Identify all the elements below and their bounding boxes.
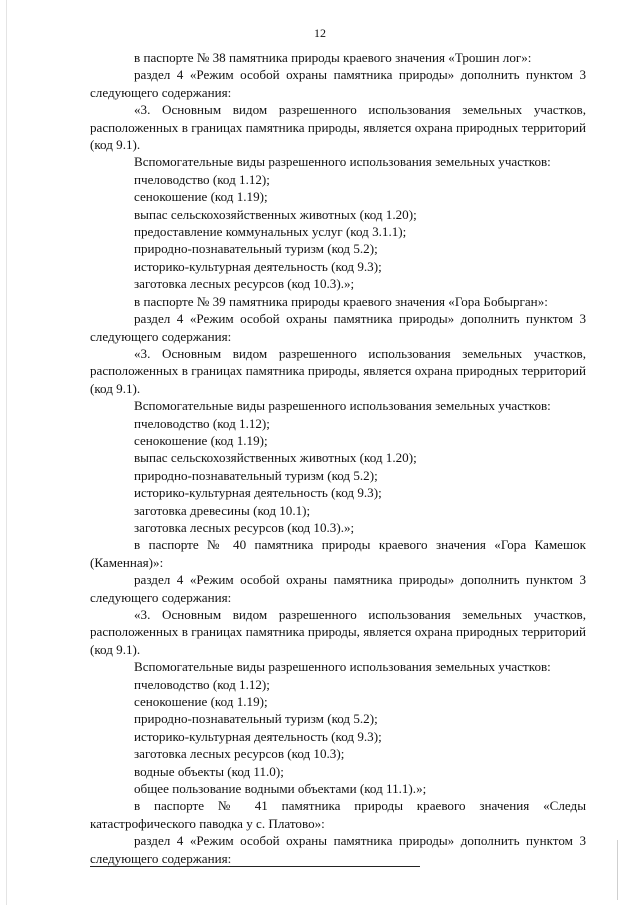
list-item: заготовка лесных ресурсов (код 10.3); — [134, 746, 345, 762]
paragraph: Вспомогательные виды разрешенного использования земельных участков: — [134, 659, 551, 675]
list-item: предоставление коммунальных услуг (код 3.1.1); — [134, 224, 407, 240]
paragraph: в паспорте № 38 памятника природы краевого значения «Трошин лог»: — [134, 50, 532, 65]
list-item: водные объекты (код 11.0); — [134, 763, 284, 779]
page-bottom-rule — [90, 866, 420, 867]
page-number: 12 — [314, 26, 326, 40]
list-item: природно-познавательный туризм (код 5.2); — [134, 711, 378, 727]
list-item: пчеловодство (код 1.12); — [134, 415, 270, 431]
list-item: заготовка лесных ресурсов (код 10.3).»; — [134, 519, 355, 535]
paragraph: Вспомогательные виды разрешенного использования земельных участков: — [134, 398, 551, 414]
paragraph: в паспорте № 40 памятника природы краевого значения «Гора Камешок (Каменная)»: — [90, 537, 586, 570]
list-item: сенокошение (код 1.19); — [134, 189, 268, 205]
paragraph: «3. Основным видом разрешенного использования земельных участков, расположенных в границах памятника природы, является охрана природных территорий (код 9.1). — [90, 607, 586, 657]
list-item: природно-познавательный туризм (код 5.2); — [134, 241, 378, 257]
paragraph: раздел 4 «Режим особой охраны памятника природы» дополнить пунктом 3 следующего содержания: — [90, 311, 586, 344]
paragraph: раздел 4 «Режим особой охраны памятника природы» дополнить пунктом 3 следующего содержания: — [90, 572, 586, 605]
list-item: пчеловодство (код 1.12); — [134, 171, 270, 187]
list-item: заготовка лесных ресурсов (код 10.3).»; — [134, 276, 355, 292]
list-item: природно-познавательный туризм (код 5.2); — [134, 467, 378, 483]
scan-edge-left — [6, 0, 7, 905]
paragraph: раздел 4 «Режим особой охраны памятника природы» дополнить пунктом 3 следующего содержания: — [90, 67, 586, 100]
list-item: заготовка древесины (код 10.1); — [134, 502, 311, 518]
paragraph: в паспорте № 39 памятника природы краевого значения «Гора Бобырган»: — [134, 293, 548, 309]
list-item: сенокошение (код 1.19); — [134, 432, 268, 448]
paragraph: раздел 4 «Режим особой охраны памятника природы» дополнить пунктом 3 следующего содержания: — [90, 833, 586, 866]
list-item: историко-культурная деятельность (код 9.3); — [134, 485, 382, 501]
list-item: историко-культурная деятельность (код 9.3); — [134, 728, 382, 744]
list-item: пчеловодство (код 1.12); — [134, 676, 270, 692]
list-item: общее пользование водными объектами (код 11.1).»; — [134, 781, 427, 797]
list-item: историко-культурная деятельность (код 9.3); — [134, 258, 382, 274]
list-item: выпас сельскохозяйственных животных (код 1.20); — [134, 450, 417, 466]
scan-edge-right — [617, 840, 618, 900]
paragraph: в паспорте № 41 памятника природы краевого значения «Следы катастрофического паводка у с. Платово»: — [90, 798, 586, 831]
list-item: сенокошение (код 1.19); — [134, 694, 268, 710]
list-item: выпас сельскохозяйственных животных (код 1.20); — [134, 206, 417, 222]
paragraph: Вспомогательные виды разрешенного использования земельных участков: — [134, 154, 551, 170]
document-body — [90, 49, 586, 867]
paragraph: «3. Основным видом разрешенного использования земельных участков, расположенных в границах памятника природы, является охрана природных территорий (код 9.1). — [90, 345, 586, 396]
paragraph: «3. Основным видом разрешенного использования земельных участков, расположенных в границах памятника природы, является охрана природных территорий (код 9.1). — [90, 102, 586, 153]
